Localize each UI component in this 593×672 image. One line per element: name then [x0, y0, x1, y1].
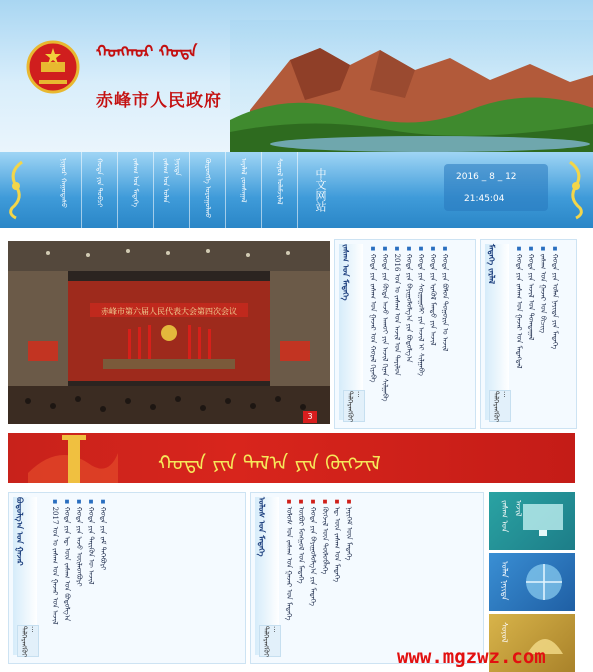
news-list-c [49, 499, 109, 655]
nav-item-3[interactable] [118, 152, 154, 228]
chinese-site-link[interactable]: 中文网站 [314, 168, 327, 212]
current-date: 2016 _ 8 _ 12 [456, 172, 517, 182]
nav-item-label: ᠰᠣᠶᠣᠯ ᠤᠯᠠᠮᠵᠢᠯᠠᠯ [275, 158, 284, 205]
news-list-d [283, 499, 355, 655]
list-item[interactable]: ■ ᠬᠣᠲᠠ ᠶᠢᠨ ᠪᠠᠶᠢᠭᠤᠯᠤᠯᠭ᠎ᠠ ᠶᠢᠨ ᠮᠡᠳᠡᠭᠡ [307, 499, 319, 655]
nav-items [46, 152, 298, 228]
news-panel-d [250, 492, 484, 664]
mongolian-title: ᠬᠣᠩᠬᠣᠷ ᠬᠣᠲᠠ [96, 42, 198, 61]
list-item[interactable]: ■ ᠬᠣᠲᠠ ᠶᠢᠨ ᠠᠵᠢᠯ ᠤᠨ ᠲᠣᠭᠲᠠᠭᠠᠯ [525, 246, 537, 418]
list-item[interactable]: ■ 2016 ᠣᠨ ᠤ ᠵᠠᠰᠠᠭ ᠤᠨ ᠠᠵᠢᠯ ᠤᠨ ᠲᠠᠶᠢᠯᠤᠨ [391, 246, 403, 418]
nav-item-6[interactable] [226, 152, 262, 228]
list-item[interactable]: ■ ᠵᠠᠰᠠᠭ ᠤᠨ ᠭᠠᠵᠠᠷ ᠤᠨ ᠪᠢᠴᠢᠭ [537, 246, 549, 418]
nav-item-5[interactable] [190, 152, 226, 228]
more-link[interactable]: ᠳᠡᠯᠭᠡᠷᠡᠩᠭᠦᠢ ... [343, 390, 365, 422]
banner-text: ᠬᠣᠲᠠ ᠶᠢᠨ ᠲᠠᠯ᠎ᠠ ᠶᠢᠨ ᠬᠥᠭᠵᠢᠯ [158, 451, 381, 475]
news-panel-d-title: ᠤᠯᠤᠰ ᠤᠨ ᠮᠡᠳᠡᠭᠡ [257, 497, 267, 557]
red-banner[interactable] [8, 433, 575, 483]
news-panel-c [8, 492, 246, 664]
more-link[interactable]: ᠳᠡᠯᠭᠡᠷᠡᠩᠭᠦᠢ ... [489, 390, 511, 422]
nav-item-4[interactable] [154, 152, 190, 228]
current-time: 21:45:04 [464, 194, 505, 204]
watermark-text: www.mgzwz.com [397, 646, 546, 668]
list-item[interactable]: ■ ᠬᠥᠭᠵᠢᠯ ᠦᠨ ᠲᠥᠯᠦᠪᠯᠡᠭᠡ [319, 499, 331, 655]
nav-item-label: ᠬᠥᠷᠥᠩᠭᠡ ᠣᠷᠣᠭᠤᠯᠬᠤ [203, 158, 212, 219]
pillar-decoration [28, 433, 118, 483]
list-item[interactable]: ■ ᠬᠣᠲᠠ ᠶᠢᠨ ᠪᠠᠶᠢᠭᠤᠯᠤᠯᠭ᠎ᠠ ᠶᠢᠨ ᠪᠣᠳᠣᠯᠭ᠎ᠠ [403, 246, 415, 418]
list-item[interactable]: ■ ᠡᠳ᠋ ᠦᠨ ᠵᠠᠰᠠᠭ ᠤᠨ ᠮᠡᠳᠡᠭᠡ [331, 499, 343, 655]
list-item[interactable]: ■ ᠬᠣᠲᠠ ᠶᠢᠨ ᠵᠠᠰᠠᠭ ᠤᠨ ᠭᠠᠵᠠᠷ ᠤᠨ ᠮᠡᠳᠡᠭᠳᠡᠯ [513, 246, 525, 418]
site-header [0, 0, 593, 152]
monitor-icon [519, 500, 567, 540]
landscape-image [230, 20, 593, 152]
news-panel-a [334, 239, 476, 429]
service-tile-1[interactable] [489, 492, 575, 550]
nav-item-2[interactable] [82, 152, 118, 228]
list-item[interactable]: ■ ᠬᠣᠲᠠ ᠶᠢᠨ ᠬᠥᠳᠡ ᠠᠵᠤ ᠠᠬᠤᠢ ᠶᠢᠨ ᠠᠵᠢᠯ ᠬᠢᠨᠠᠨ ᠰᠢᠯᠭᠠᠪᠠ [379, 246, 391, 418]
tile-label: ᠵᠠᠰᠠᠭ ᠤᠨ ᠠᠵᠢᠯ [500, 500, 523, 533]
more-link[interactable]: ᠳᠡᠯᠭᠡᠷᠡᠩᠭᠦᠢ ... [17, 625, 39, 657]
right-ornament-icon [566, 158, 588, 222]
list-item[interactable]: ■ ᠤᠯᠤᠰ ᠤᠨ ᠵᠠᠰᠠᠭ ᠤᠨ ᠭᠠᠵᠠᠷ ᠤᠨ ᠮᠡᠳᠡᠭᠡ [283, 499, 295, 655]
nav-item-7[interactable] [262, 152, 298, 228]
list-item[interactable]: ■ ᠬᠣᠲᠠ ᠶᠢᠨ ᠰᠤᠷᠭᠠᠭᠤᠯᠢ ᠶᠢᠨ ᠠᠵᠢᠯ ᠢ ᠰᠢᠯᠭᠠᠪᠠ [415, 246, 427, 418]
list-item[interactable]: ■ ᠨᠡᠶᠢᠭᠡᠮ ᠦᠨ ᠮᠡᠳᠡᠭᠡ [343, 499, 355, 655]
globe-icon [519, 559, 569, 605]
nav-item-1[interactable] [46, 152, 82, 228]
list-item[interactable]: ■ ᠥᠪᠥᠷ ᠮᠣᠩᠭᠣᠯ ᠤᠨ ᠮᠡᠳᠡᠭᠡ [295, 499, 307, 655]
news-list-b [513, 246, 561, 418]
list-item[interactable]: ■ ᠬᠣᠲᠠ ᠶᠢᠨ ᠲᠡᠷᠢᠭᠦᠨ ᠦ ᠠᠵᠢᠯ [85, 499, 97, 655]
nav-item-label: ᠬᠣᠲᠠ ᠶᠢᠨ ᠲᠣᠪᠴᠢ [95, 158, 104, 208]
site-title: 赤峰市人民政府 [96, 91, 222, 111]
slide-index-badge[interactable]: 3 [303, 411, 317, 423]
list-item[interactable]: ■ ᠬᠣᠲᠠ ᠶᠢᠨ ᠠᠵᠤ ᠦᠢᠯᠡᠳᠪᠦᠷᠢ [73, 499, 85, 655]
list-item[interactable]: ■ ᠬᠣᠲᠠ ᠶᠢᠨ ᠡᠳ᠋ ᠦᠨ ᠵᠠᠰᠠᠭ ᠤᠨ ᠪᠣᠳᠣᠯᠭ᠎ᠠ [61, 499, 73, 655]
news-panel-c-title: ᠪᠣᠳᠣᠯᠭ᠎ᠠ ᠤᠨ ᠭᠠᠵᠠᠷ [15, 497, 25, 566]
tile-label: ᠰᠣᠶᠣᠯ [500, 622, 509, 643]
nav-item-label: ᠠᠶᠠᠯᠠᠯ ᠵᠣᠭᠰᠠᠭᠠᠯ [239, 158, 248, 203]
assembly-hall-image [8, 241, 330, 424]
news-photo[interactable] [8, 241, 330, 424]
nav-item-label: ᠨᠢᠭᠤᠷ ᠬᠠᠭᠤᠳᠠᠰᠤ [59, 158, 68, 208]
list-item[interactable]: ■ 2017 ᠣᠨ ᠤ ᠵᠠᠰᠠᠭ ᠤᠨ ᠭᠠᠵᠠᠷ ᠤᠨ ᠠᠵᠢᠯ [49, 499, 61, 655]
news-panel-b [480, 239, 577, 429]
list-item[interactable]: ■ ᠬᠣᠲᠠ ᠶᠢᠨ ᠡᠷᠡᠬᠦᠯ ᠮᠡᠨᠳᠦ ᠶᠢᠨ ᠠᠵᠢᠯ [427, 246, 439, 418]
list-item[interactable]: ■ ᠬᠣᠲᠠ ᠶᠢᠨ ᠪᠣᠯᠤᠨ ᠲᠣᠭᠣᠷᠢᠨ ᠤ ᠠᠵᠢᠯ [439, 246, 451, 418]
assembly-banner-text: 赤峰市第六届人民代表大会第四次会议 [101, 307, 237, 316]
tile-label: ᠣᠯᠠᠨ ᠨᠡᠶᠢᠲᠡ [500, 561, 509, 601]
list-item[interactable]: ■ ᠬᠣᠲᠠ ᠶᠢᠨ ᠵᠠᠮ ᠲᠡᠭᠡᠪᠦᠷᠢ [97, 499, 109, 655]
left-ornament-icon [4, 158, 26, 222]
national-emblem [26, 40, 80, 96]
nav-item-label: ᠵᠠᠰᠠᠭ ᠤᠨ ᠮᠡᠳᠡᠭᠡ [131, 158, 140, 208]
news-panel-b-title: ᠮᠡᠳᠡᠭᠡ ᠵᠠᠷᠯᠠᠯ [487, 244, 497, 285]
more-link[interactable]: ᠳᠡᠯᠭᠡᠷᠡᠩᠭᠦᠢ ... [259, 625, 281, 657]
nav-item-label: ᠵᠠᠰᠠᠭ ᠤᠨ ᠣᠯᠠᠨ ᠨᠡᠶᠢᠲᠡ [161, 158, 182, 203]
list-item[interactable]: ■ ᠬᠣᠲᠠ ᠶᠢᠨ ᠵᠠᠰᠠᠭ ᠤᠨ ᠭᠠᠵᠠᠷ ᠤᠨ ᠬᠤᠷᠠᠯ ᠬᠢᠶᠡᠪᠡ [367, 246, 379, 418]
datetime-box [444, 164, 548, 211]
news-list-a [367, 246, 451, 418]
news-panel-a-title: ᠵᠠᠰᠠᠭ ᠤᠨ ᠮᠡᠳᠡᠭᠡ [341, 244, 351, 301]
service-tile-2[interactable] [489, 553, 575, 611]
list-item[interactable]: ■ ᠬᠣᠲᠠ ᠶᠢᠨ ᠣᠯᠠᠨ ᠨᠡᠶᠢᠲᠡ ᠶᠢᠨ ᠮᠡᠳᠡᠭᠡ [549, 246, 561, 418]
